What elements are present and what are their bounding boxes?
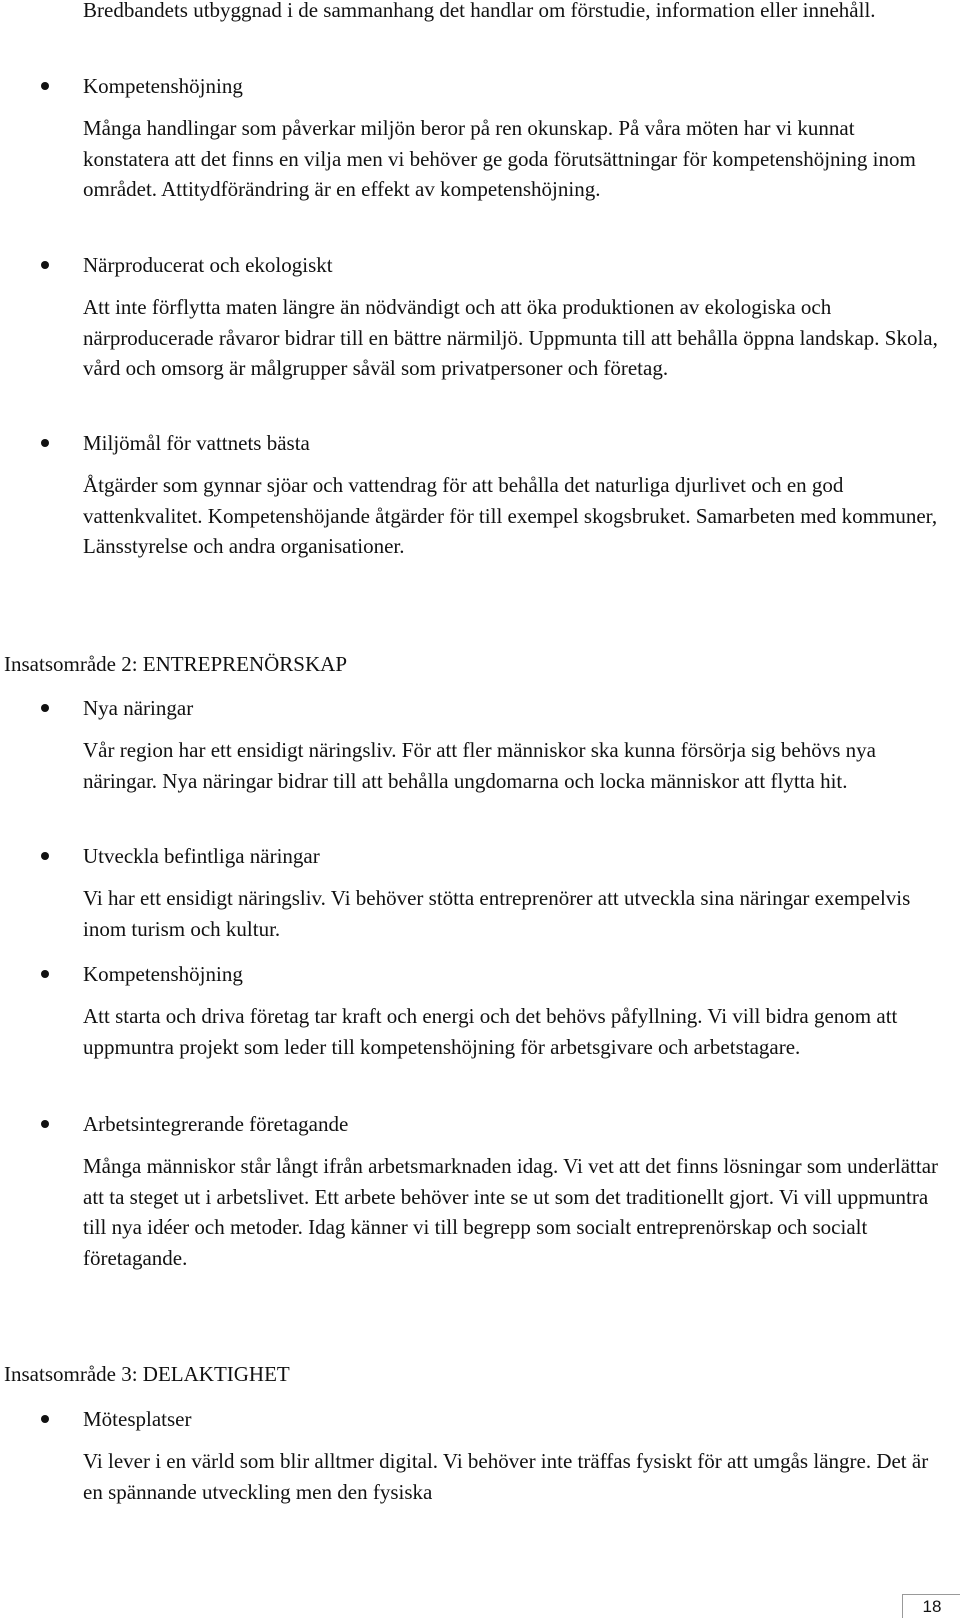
bullet-label: Kompetenshöjning (83, 962, 243, 986)
bullet-icon (41, 704, 49, 712)
bullet-paragraph: Åtgärder som gynnar sjöar och vattendrag för att behålla det naturliga djurlivet och en god vattenkvalitet. Kompetenshöjande åtgärder för till exempel skogsbruket. Samarbeten med kommuner, Länsstyrelse och andra organisationer. (83, 473, 938, 558)
bullet-paragraph: Vi har ett ensidigt näringsliv. Vi behöver stötta entreprenörer att utveckla sina näringar exempelvis inom turism och kultur. (83, 886, 911, 941)
bullet-paragraph: Att inte förflytta maten längre än nödvändigt och att öka produktionen av ekologiska och närproducerade råvaror bidrar till en bättre närmiljö. Uppmunta till att behålla öppna landskap. Skola, vård och omsorg är målgrupper såväl som privatpersoner och företag. (83, 295, 938, 380)
list-item-narproducerat (0, 250, 960, 384)
list-item-kompetenshojning-2 (0, 959, 960, 1062)
bullet-label: Kompetenshöjning (83, 74, 243, 98)
list-item-motesplatser (0, 1404, 960, 1507)
bullet-paragraph: Många människor står långt ifrån arbetsmarknaden idag. Vi vet att det finns lösningar som underlättar att ta steget ut i arbetslivet. Ett arbete behöver inte se ut som det traditionellt gjort. Vi vill uppmuntra till nya idéer och metoder. Idag känner vi till begrepp som socialt entreprenörskap och socialt företagande. (83, 1154, 939, 1270)
list-item-arbetsintegrerande (0, 1109, 960, 1273)
list-item-nya-naringar (0, 693, 960, 796)
section-heading-delaktighet: Insatsområde 3: DELAKTIGHET (4, 1362, 290, 1386)
bullet-icon (41, 852, 49, 860)
bullet-icon (41, 82, 49, 90)
section-heading-entreprenorskap: Insatsområde 2: ENTREPRENÖRSKAP (4, 652, 347, 676)
intro-paragraph: Bredbandets utbyggnad i de sammanhang det handlar om förstudie, information eller innehåll. (83, 0, 876, 22)
page-number: 18 (902, 1594, 960, 1618)
bullet-icon (41, 970, 49, 978)
bullet-label: Närproducerat och ekologiskt (83, 253, 333, 277)
bullet-paragraph: Vår region har ett ensidigt näringsliv. För att fler människor ska kunna försörja sig behövs nya näringar. Nya näringar bidrar till att behålla ungdomarna och locka människor att flytta hit. (83, 738, 876, 793)
bullet-paragraph: Vi lever i en värld som blir alltmer digital. Vi behöver inte träffas fysiskt för att umgås längre. Det är en spännande utveckling men den fysiska (83, 1449, 929, 1504)
bullet-paragraph: Att starta och driva företag tar kraft och energi och det behövs påfyllning. Vi vill bidra genom att uppmuntra projekt som leder till kompetenshöjning för arbetsgivare och arbetstagare. (83, 1004, 898, 1059)
bullet-icon (41, 261, 49, 269)
bullet-label: Miljömål för vattnets bästa (83, 431, 310, 455)
bullet-icon (41, 1415, 49, 1423)
bullet-label: Arbetsintegrerande företagande (83, 1112, 349, 1136)
bullet-label: Mötesplatser (83, 1407, 192, 1431)
bullet-label: Utveckla befintliga näringar (83, 844, 320, 868)
bullet-label: Nya näringar (83, 696, 194, 720)
bullet-paragraph: Många handlingar som påverkar miljön beror på ren okunskap. På våra möten har vi kunnat konstatera att det finns en vilja men vi behöver ge goda förutsättningar för kompetenshöjning inom området. Attitydförändring är en effekt av kompetenshöjning. (83, 116, 916, 201)
bullet-icon (41, 1120, 49, 1128)
bullet-icon (41, 439, 49, 447)
list-item-kompetenshojning-1 (0, 71, 960, 205)
list-item-miljomal (0, 428, 960, 562)
list-item-utveckla-befintliga (0, 841, 960, 944)
